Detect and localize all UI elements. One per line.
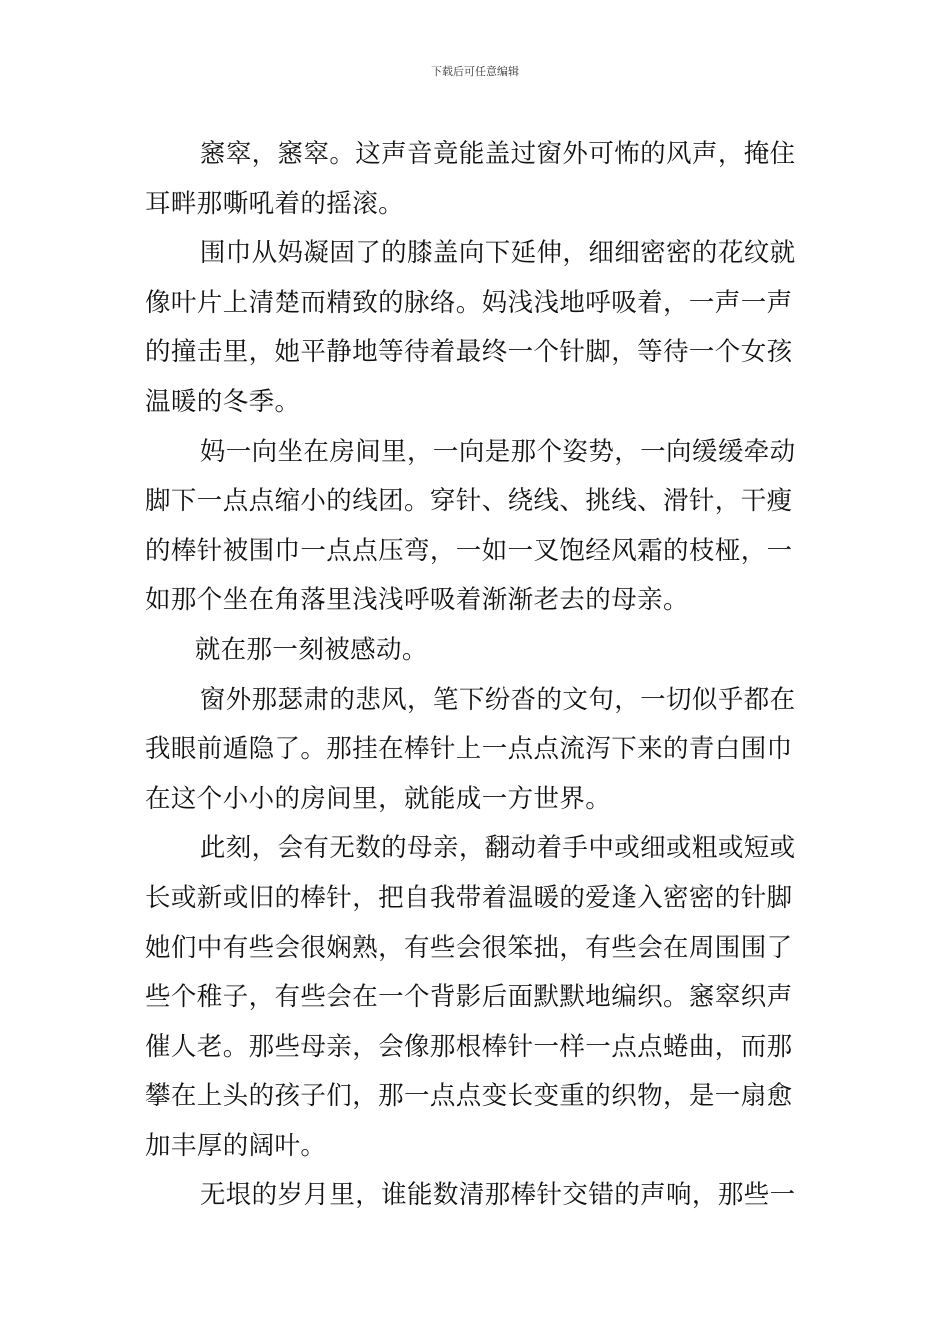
text-line: 催人老。那些母亲，会像那根棒针一样一点点蜷曲，而那 <box>145 1031 793 1062</box>
paragraph-5 <box>145 676 810 825</box>
paragraph-6 <box>145 824 810 1171</box>
page-header: 下载后可任意编辑 <box>431 65 519 78</box>
text-line: 无垠的岁月里，谁能数清那棒针交错的声响，那些一 <box>199 1180 796 1211</box>
paragraph-2 <box>145 229 810 427</box>
text-line: 温暖的冬季。 <box>145 386 301 417</box>
text-line: 长或新或旧的棒针，把自我带着温暖的爱逢入密密的针脚 <box>145 882 793 913</box>
text-line: 窸窣，窸窣。这声音竟能盖过窗外可怖的风声，掩住 <box>199 139 796 169</box>
text-line: 窗外那瑟肃的悲风，笔下纷沓的文句，一切似乎都在 <box>199 684 796 715</box>
text-line: 就在那一刻被感动。 <box>194 634 428 665</box>
paragraph-4 <box>145 626 810 676</box>
text-line: 的撞击里，她平静地等待着最终一个针脚，等待一个女孩 <box>145 337 793 368</box>
text-line: 些个稚子，有些会在一个背影后面默默地编织。窸窣织声 <box>145 982 793 1013</box>
text-line: 像叶片上清楚而精致的脉络。妈浅浅地呼吸着，一声一声 <box>145 287 793 318</box>
text-line: 的棒针被围巾一点点压弯，一如一叉饱经风霜的枝桠，一 <box>145 535 793 566</box>
text-line: 此刻，会有无数的母亲，翻动着手中或细或粗或短或 <box>199 833 796 864</box>
text-line: 围巾从妈凝固了的膝盖向下延伸，细细密密的花纹就 <box>199 238 796 269</box>
text-line: 加丰厚的阔叶。 <box>145 1130 327 1161</box>
paragraph-1 <box>145 130 810 229</box>
text-line: 我眼前遁隐了。那挂在棒针上一点点流泻下来的青白围巾 <box>145 734 793 765</box>
text-line: 她们中有些会很娴熟，有些会很笨拙，有些会在周围围了 <box>145 932 793 963</box>
paragraph-3 <box>145 428 810 626</box>
text-line: 耳畔那嘶吼着的摇滚。 <box>145 188 405 219</box>
text-line: 脚下一点点缩小的线团。穿针、绕线、挑线、滑针，干瘦 <box>145 486 793 517</box>
paragraph-7 <box>145 1171 810 1221</box>
text-line: 在这个小小的房间里，就能成一方世界。 <box>145 783 612 814</box>
text-line: 如那个坐在角落里浅浅呼吸着渐渐老去的母亲。 <box>145 585 689 616</box>
text-line: 妈一向坐在房间里，一向是那个姿势，一向缓缓牵动 <box>199 436 796 467</box>
text-line: 攀在上头的孩子们，那一点点变长变重的织物，是一扇愈 <box>145 1081 793 1112</box>
document-body <box>145 130 810 1221</box>
